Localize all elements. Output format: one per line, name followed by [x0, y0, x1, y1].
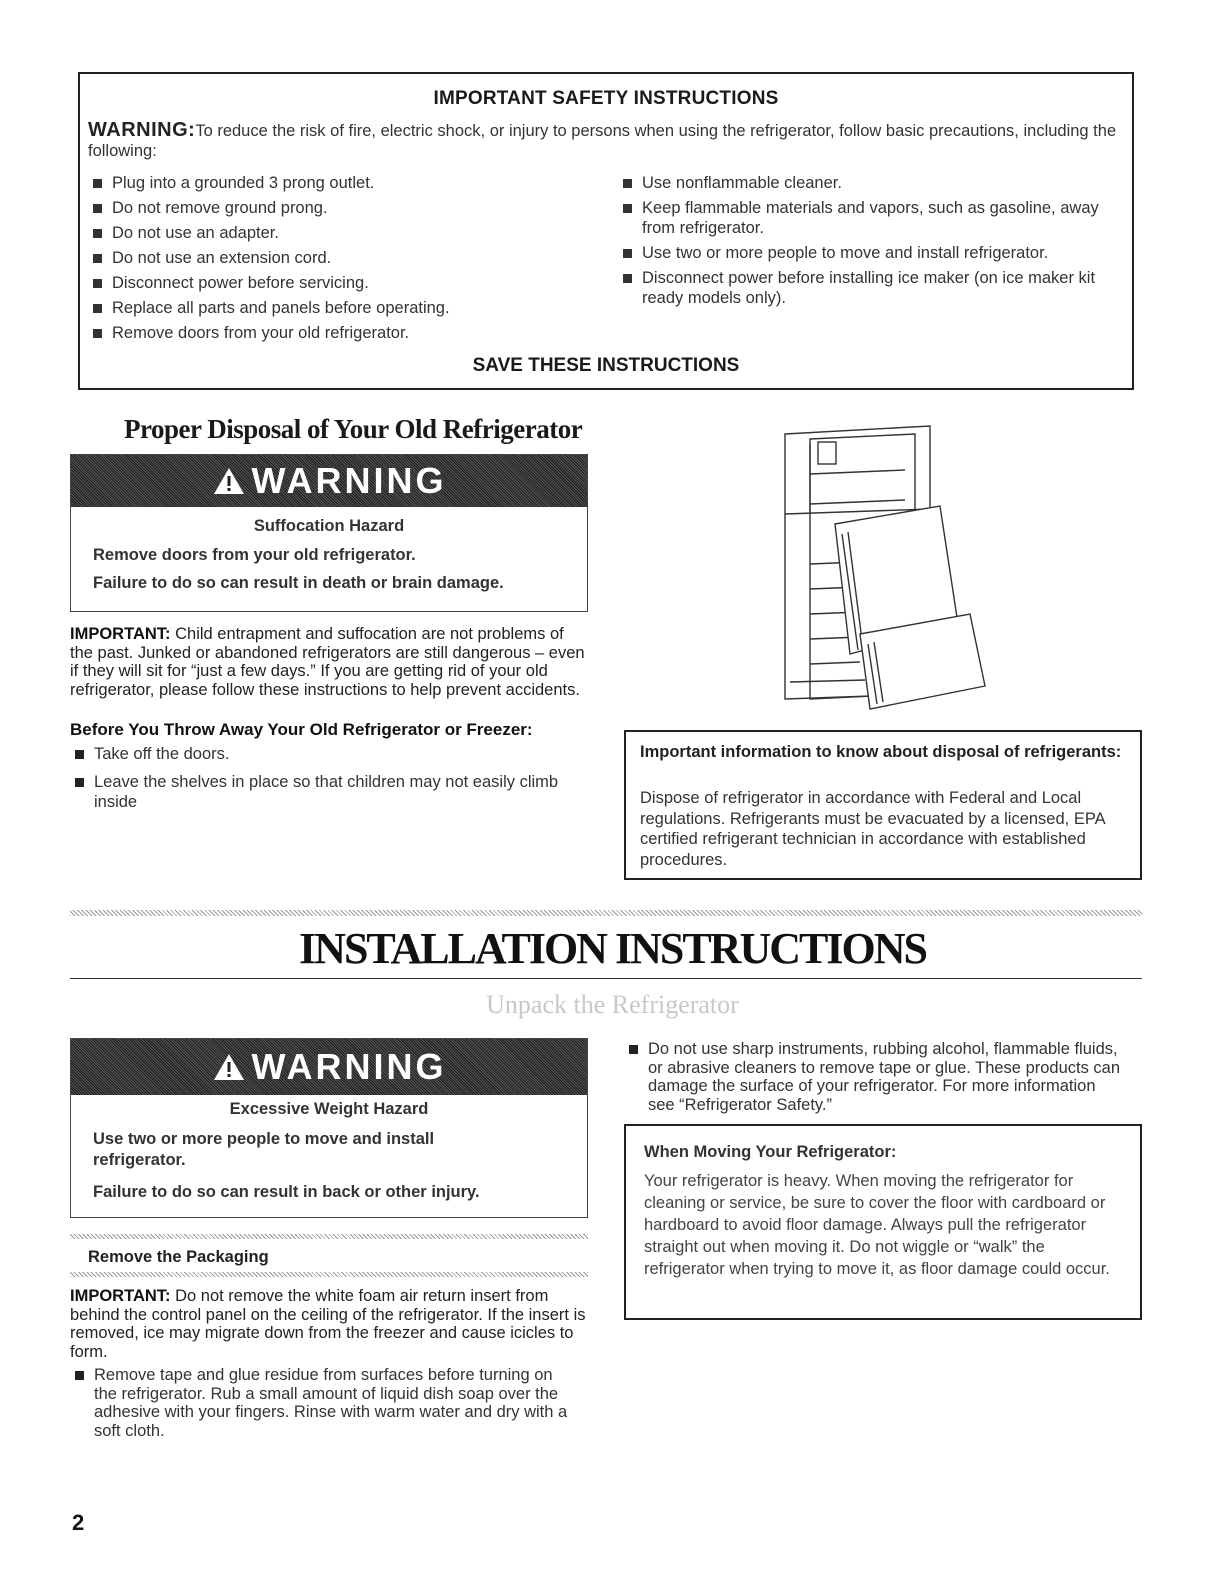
disposal-important-paragraph: [70, 625, 590, 699]
warning-line-1: Use two or more people to move and install refrigerator.: [93, 1130, 435, 1169]
important-lead: IMPORTANT:: [70, 1287, 171, 1305]
warning-title: Excessive Weight Hazard: [229, 1100, 429, 1118]
section-divider: [70, 910, 1142, 916]
list-item: Use nonflammable cleaner.: [618, 173, 1118, 193]
list-item: Disconnect power before installing ice maker (on ice maker kit ready models only).: [618, 268, 1118, 308]
packaging-rule-top: [70, 1234, 588, 1239]
list-item: Use two or more people to move and install refrigerator.: [618, 243, 1118, 263]
important-text: Child entrapment and suffocation are not problems of the past. Junked or abandoned refrigerators are still dangerous – even if they will sit for “just a few days.” If you are getting rid of your old refrigerator, please follow these instructions to help prevent accidents.: [70, 625, 585, 699]
list-item: Replace all parts and panels before operating.: [88, 298, 588, 318]
list-item: Keep flammable materials and vapors, such as gasoline, away from refrigerator.: [618, 198, 1118, 238]
refrigerator-illustration: [780, 424, 990, 714]
save-instructions-title: SAVE THESE INSTRUCTIONS: [472, 355, 740, 376]
list-item: Do not use an adapter.: [88, 223, 588, 243]
list-item: Do not use an extension cord.: [88, 248, 588, 268]
moving-title: When Moving Your Refrigerator:: [644, 1143, 897, 1161]
warning-text: To reduce the risk of fire, electric shock, or injury to persons when using the refrigerator, follow basic precautions, including the following:: [88, 122, 1117, 160]
list-item: Take off the doors.: [70, 744, 570, 764]
list-item: Remove doors from your old refrigerator.: [88, 323, 588, 343]
safety-instructions-box: [78, 72, 1134, 390]
disposal-subheading: Before You Throw Away Your Old Refrigerator or Freezer:: [70, 720, 533, 739]
safety-right-list: [618, 173, 1118, 308]
moving-text: Your refrigerator is heavy. When moving the refrigerator for cleaning or service, be sure to cover the floor with cardboard or hardboard to avoid floor damage. Always pull the refrigerator straight out when moving it. Do not wiggle or “walk” the refrigerator when trying to move it, as floor damage could occur.: [644, 1172, 1110, 1278]
unpack-subheading: Unpack the Refrigerator: [486, 990, 739, 1019]
installation-heading: INSTALLATION INSTRUCTIONS: [299, 924, 926, 973]
warning-bar: [71, 1039, 587, 1095]
safety-title: IMPORTANT SAFETY INSTRUCTIONS: [433, 88, 779, 109]
list-item: Do not remove ground prong.: [88, 198, 588, 218]
warning-bar: [71, 455, 587, 507]
packaging-heading: Remove the Packaging: [88, 1248, 269, 1266]
heading-rule: [70, 978, 1142, 979]
list-item: Leave the shelves in place so that children may not easily climb inside: [70, 772, 570, 812]
list-item: Do not use sharp instruments, rubbing alcohol, flammable fluids, or abrasive cleaners to remove tape or glue. These products can damage the surface of your refrigerator. For more information see “Refrigerator Safety.”: [624, 1040, 1124, 1114]
warning-triangle-icon: [212, 1052, 246, 1082]
list-item: Disconnect power before servicing.: [88, 273, 588, 293]
warning-title: Suffocation Hazard: [253, 517, 405, 535]
packaging-important-paragraph: [70, 1287, 590, 1361]
refrigerant-info-box: [624, 730, 1142, 880]
moving-info-box: [624, 1124, 1142, 1320]
packaging-rule-bottom: [70, 1272, 588, 1277]
suffocation-warning-panel: [70, 454, 588, 612]
cleaning-list: [624, 1040, 1124, 1114]
warning-lead: WARNING:: [88, 119, 196, 141]
warning-bar-label: WARNING: [251, 1046, 447, 1087]
info-text: Dispose of refrigerator in accordance with Federal and Local regulations. Refrigerants must be evacuated by a licensed, EPA certified refrigerant technician in accordance with established procedures.: [640, 789, 1105, 869]
safety-warning: [88, 120, 1118, 161]
disposal-list: [70, 744, 570, 812]
important-text: Do not remove the white foam air return insert from behind the control panel on the ceiling of the refrigerator. If the insert is removed, ice may migrate down from the freezer and cause icicles to form.: [70, 1287, 586, 1361]
disposal-heading: Proper Disposal of Your Old Refrigerator: [124, 414, 583, 444]
safety-left-list: [88, 173, 588, 343]
warning-line-2: Failure to do so can result in death or brain damage.: [93, 574, 504, 592]
warning-bar-label: WARNING: [251, 460, 447, 501]
warning-triangle-icon: [212, 466, 246, 496]
warning-line-1: Remove doors from your old refrigerator.: [93, 546, 416, 564]
packaging-list: [70, 1366, 580, 1440]
list-item: Remove tape and glue residue from surfaces before turning on the refrigerator. Rub a small amount of liquid dish soap over the adhesive with your fingers. Rinse with warm water and dry with a soft cloth.: [70, 1366, 580, 1440]
info-title: Important information to know about disposal of refrigerants:: [640, 743, 1122, 761]
page-number: 2: [72, 1510, 85, 1535]
weight-warning-panel: [70, 1038, 588, 1218]
list-item: Plug into a grounded 3 prong outlet.: [88, 173, 588, 193]
warning-line-2: Failure to do so can result in back or other injury.: [93, 1183, 480, 1201]
important-lead: IMPORTANT:: [70, 625, 171, 643]
